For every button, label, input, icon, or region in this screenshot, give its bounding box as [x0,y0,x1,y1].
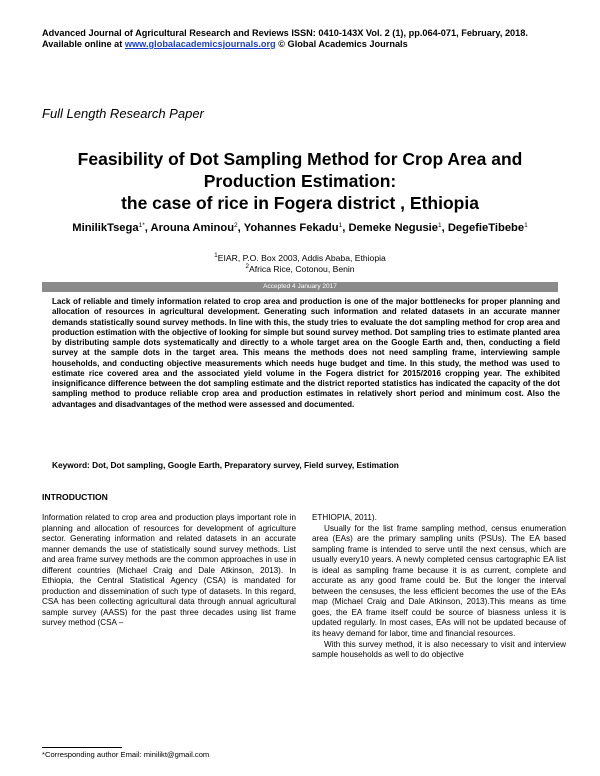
journal-citation: Advanced Journal of Agricultural Research and Reviews ISSN: 0410-143X Vol. 2 (1), pp.064-071, February, 2018. [42,28,528,38]
abstract: Lack of reliable and timely information related to crop area and production is one of the major bottlenecks for proper planning and allocation of resources in agricultural development. Generating such information and related datasets in an accurate manner demands statistically sound survey methods. In line with this, the study tries to evaluate the dot sampling method for crop area and production estimation with the objective of looking for simple but sound survey method. Dot sampling tries to estimate planted area by distributing sample dots systematically and directly to a whole target area on the Google Earth and, then, conducting a field survey at the sample dots in the target area. This means the methods does not need sampling frame, interviewing sample households, and conducting objective measurements which needs huge budget and time. In this study, the method was used to estimate rice covered area and the associated yield volume in the Fogera district for 2015/2016 cropping year. The exhibited insignificance difference between the dot sampling estimate and the district reported statistics has indicated the capacity of the dot sampling method to produce reliable crop area and production estimates in relatively short period and minimum cost. Also the advantages and disadvantages of the method were assessed and documented. [52,297,560,409]
footnote-rule [42,747,122,748]
author-list: MinilikTsega$^{1*}$, Arouna Aminou$^2$, Yohannes Fekadu$^1$, Demeke Negusie$^1$, DegefieTibebe$^1$ [72,222,528,234]
journal-website-link[interactable]: www.globalacademicsjournals.org [124,39,276,49]
section-heading: INTRODUCTION [42,492,108,502]
paper-title: Feasibility of Dot Sampling Method for Crop Area and Production Estimation: the case of rice in Fogera district , Ethiopia [77,149,523,213]
author: Yohannes Fekadu [243,222,339,234]
right-column-text [312,513,566,661]
footnote: *Corresponding author Email: minilikt@gmail.com [42,750,210,759]
author: MinilikTsega [72,222,139,234]
accepted-date-bar: Accepted 4 January 2017 [42,282,558,292]
paragraph: ETHIOPIA, 2011). [312,513,377,522]
paper-type: Full Length Research Paper [42,106,204,121]
paragraph: With this survey method, it is also necessary to visit and interview sample households as well to do objective [312,639,566,660]
affiliation: $^2$Africa Rice, Cotonou, Benin [245,263,355,274]
affiliation: $^1$EIAR, P.O. Box 2003, Addis Ababa, Ethiopia [214,252,386,263]
journal-availability: Available online at www.globalacademicsjournals.org © Global Academics Journals [42,39,408,49]
left-column-text [42,513,296,629]
paragraph: Usually for the list frame sampling method, census enumeration area (EAs) are the primary sampling units (PSUs). The EA based sampling frame is intended to serve until the next census, which are usually every10 years. A newly completed census cartographic EA list is ideal as sampling frame because it is as current, complete and accurate as any good frame could be. But the longer the interval between the censuses, the less efficient becomes the use of the EAs map (Michael Craig and Dale Atkinson, 2013).This means as time goes, the EA frame itself could be source of biasness unless it is updated regularly. In most cases, EAs will not be updated because of its heavy demand for labor, time and financial resources. [312,523,566,639]
author: DegefieTibebe [447,222,525,234]
paragraph: Information related to crop area and production plays important role in planning and allocation of resources for development of agriculture sector. Generating information and related datasets in an accurate manner demands the use of statistically sound survey methods. List and area frame survey methods are the common approaches in use in different countries (Michael Craig and Dale Atkinson, 2013). In Ethiopia, the Central Statistical Agency (CSA) is mandated for production and dissemination of such type of datasets. In this regard, CSA has been collecting agricultural data through annual agricultural sample survey (AASS) for the past three decades using list frame survey method (CSA – [42,513,296,628]
keywords: Keyword: Dot, Dot sampling, Google Earth, Preparatory survey, Field survey, Estimation [52,460,399,470]
journal-header [42,28,528,50]
author: Demeke Negusie [348,222,438,234]
author: Arouna Aminou [150,222,235,234]
